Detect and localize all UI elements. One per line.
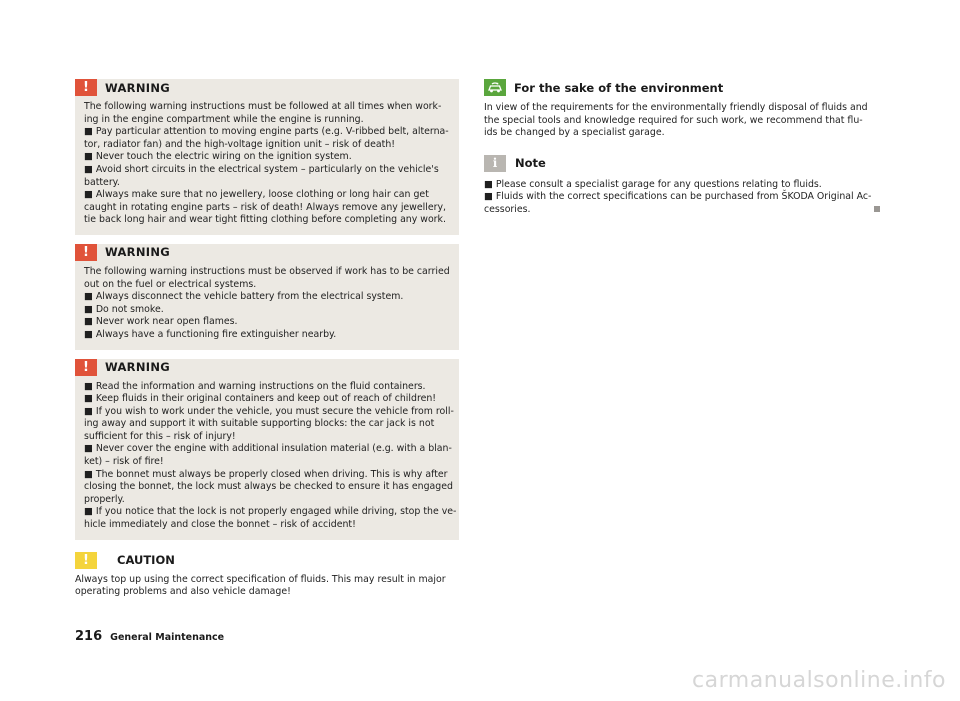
warning-text-line: ket) – risk of fire!: [84, 456, 164, 468]
warning-text-line: ■ Never touch the electric wiring on the ignition system.: [84, 151, 352, 163]
environment-text-line: In view of the requirements for the environmentally friendly disposal of fluids and: [484, 102, 868, 113]
warning-box-engine: [75, 79, 459, 235]
warning-exclamation-icon: !: [75, 244, 97, 261]
warning-text-line: hicle immediately and close the bonnet – risk of accident!: [84, 519, 356, 531]
caution-section: [75, 552, 459, 599]
caution-header: [75, 552, 175, 569]
warning-text-line: ■ Do not smoke.: [84, 303, 164, 315]
warning-text-line: ■ Never cover the engine with additional insulation material (e.g. with a blan-: [84, 443, 452, 455]
note-title: Note: [515, 156, 546, 171]
note-text-line: ■ Fluids with the correct specifications can be purchased from ŠKODA Original Ac-: [484, 191, 872, 203]
warning-text-line: ■ Keep fluids in their original containers and keep out of reach of children!: [84, 393, 437, 405]
warning-text-line: ing away and support it with suitable supporting blocks: the car jack is not: [84, 418, 435, 430]
warning-title: WARNING: [105, 245, 170, 260]
warning-text-line: tie back long hair and wear tight fitting clothing before completing any work.: [84, 214, 446, 226]
recycle-car-icon: [484, 79, 506, 96]
warning-box-fluids: [75, 359, 459, 540]
warning-title: WARNING: [105, 80, 170, 95]
warning-text-line: ■ Never work near open flames.: [84, 316, 238, 328]
warning-title: WARNING: [105, 360, 170, 374]
environment-title: For the sake of the environment: [514, 80, 724, 95]
note-header: [484, 155, 870, 172]
section-end-marker: [874, 206, 880, 212]
caution-title: CAUTION: [117, 553, 175, 568]
warning-box-fuel-electrical: [75, 244, 459, 350]
warning-text-line: caught in rotating engine parts – risk of death! Always remove any jewellery,: [84, 201, 446, 213]
warning-header: [75, 79, 170, 96]
warning-text-line: out on the fuel or electrical systems.: [84, 278, 257, 290]
warning-text-line: The following warning instructions must be followed at all times when work-: [84, 101, 442, 112]
warning-text-line: tor, radiator fan) and the high-voltage ignition unit – risk of death!: [84, 138, 396, 150]
caution-exclamation-icon: !: [75, 552, 97, 569]
note-body: [484, 179, 870, 217]
warning-text-line: ■ Always make sure that no jewellery, loose clothing or long hair can get: [84, 189, 429, 201]
environment-text-line: ids be changed by a specialist garage.: [484, 127, 665, 139]
warning-text-line: ■ The bonnet must always be properly closed when driving. This is why after: [84, 468, 448, 480]
warning-text-line: ■ Read the information and warning instructions on the fluid containers.: [84, 380, 426, 392]
warning-text-line: ■ Always have a functioning fire extinguisher nearby.: [84, 328, 337, 340]
warning-text-line: ■ Pay particular attention to moving engine parts (e.g. V-ribbed belt, alterna-: [84, 126, 449, 138]
left-column: [75, 79, 459, 599]
warning-text-line: The following warning instructions must be observed if work has to be carried: [84, 265, 450, 277]
environment-body: [484, 102, 870, 140]
note-text-line: cessories.: [484, 203, 531, 215]
warning-text-line: ■ Avoid short circuits in the electrical system – particularly on the vehicle's: [84, 163, 439, 175]
warning-exclamation-icon: !: [75, 79, 97, 96]
warning-text-line: ing in the engine compartment while the engine is running.: [84, 113, 364, 125]
right-column: [484, 79, 870, 217]
environment-header: [484, 79, 870, 96]
page-footer: [75, 629, 224, 644]
warning-text-line: sufficient for this – risk of injury!: [84, 430, 236, 442]
note-text-line: ■ Please consult a specialist garage for any questions relating to fluids.: [484, 178, 822, 190]
section-name: General Maintenance: [110, 632, 225, 643]
warning-header: [75, 244, 170, 261]
warning-text-line: battery.: [84, 176, 120, 188]
warning-exclamation-icon: !: [75, 359, 97, 376]
warning-text-line: ■ If you notice that the lock is not properly engaged while driving, stop the ve-: [84, 506, 457, 518]
warning-text-line: ■ If you wish to work under the vehicle, you must secure the vehicle from roll-: [84, 405, 454, 417]
warning-text-line: closing the bonnet, the lock must always be checked to ensure it has engaged: [84, 481, 453, 493]
warning-text-line: ■ Always disconnect the vehicle battery from the electrical system.: [84, 291, 404, 303]
caution-text-line: operating problems and also vehicle damage!: [75, 586, 291, 598]
watermark: carmanualsonline.info: [692, 668, 946, 693]
info-icon: i: [484, 155, 506, 172]
warning-text-line: properly.: [84, 493, 125, 505]
environment-text-line: the special tools and knowledge required for such work, we recommend that flu-: [484, 114, 863, 126]
caution-text-line: Always top up using the correct specification of fluids. This may result in major: [75, 573, 446, 585]
page-number: 216: [75, 629, 103, 644]
warning-header: [75, 359, 170, 376]
